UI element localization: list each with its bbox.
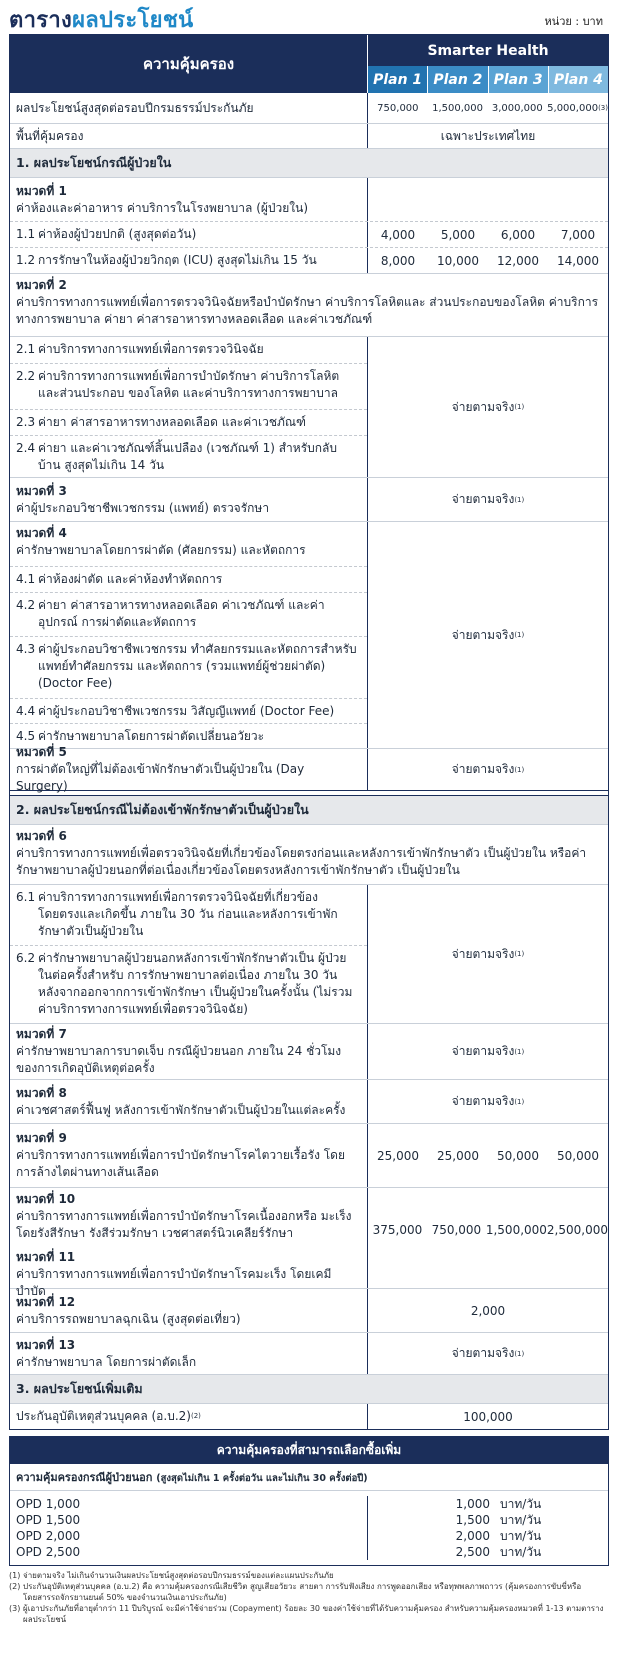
page-title <box>9 2 193 37</box>
cat1-title: หมวดที่ 1 <box>16 183 67 198</box>
cat7-note: (1) <box>514 1047 525 1056</box>
item-4-3 <box>10 636 367 698</box>
cat3-desc: ค่าผู้ประกอบวิชาชีพเวชกรรม (แพทย์) ตรวจรักษา <box>16 500 270 515</box>
cat5-note: (1) <box>514 765 525 774</box>
cat5-row <box>10 745 608 793</box>
item-6-1-num: 6.1 <box>16 890 36 904</box>
cat5-title: หมวดที่ 5 <box>16 745 67 759</box>
item-4-4-num: 4.4 <box>16 704 36 718</box>
item-2-3-text: ค่ายา ค่าสารอาหารทางหลอดเลือด และค่าเวชภัณฑ์ <box>38 415 306 429</box>
plan-2-header: Plan 2 <box>427 66 487 93</box>
item-6-2-text: ค่ารักษาพยาบาลผู้ป่วยนอกหลังการเข้าพักรักษาตัวเป็น ผู้ป่วยในต่อครั้งสำหรับ การรักษาพยาบาลต่อเนื่อง ภายใน 30 วัน หลังจากออกจากการเข้าพักรักษา เป็นผู้ป่วยในครั้งนั้น (ไม่รวมค่าบริการทางการแพทย์เพื่อตรวจวินิจฉัย) <box>38 951 353 1016</box>
optional-sub-bold: ความคุ้มครองกรณีผู้ป่วยนอก <box>16 1471 153 1484</box>
optional-coverage <box>9 1436 609 1566</box>
item-2-4 <box>10 435 367 477</box>
footnote-2 <box>9 1581 609 1603</box>
footnote-2-text: ประกันอุบัติเหตุส่วนบุคคล (อ.บ.2) คือ ความคุ้มครองกรณีเสียชีวิต สูญเสียอวัยวะ สายตา การรับฟังเสียง การพูดออกเสียง หรือทุพพลภาพถาวร (คุ้มครองการขับขี่หรือโดยสารรถจักรยานยนต์ 50% ของจำนวนเงินเอาประกันภัย) <box>23 1582 582 1602</box>
item-6-2-num: 6.2 <box>16 951 36 965</box>
max-benefit-label: ผลประโยชน์สูงสุดต่อรอบปีกรมธรรม์ประกันภัย <box>10 93 368 123</box>
cat10-11-plan2: 750,000 <box>431 1223 482 1237</box>
cat8-note: (1) <box>514 1097 525 1106</box>
cat9-desc: ค่าบริการทางการแพทย์เพื่อการบำบัดรักษาโรคไตวายเรื้อรัง โดยการล้างไตผ่านทางเส้นเลือด <box>16 1148 346 1179</box>
benefit-table-page <box>9 0 609 1625</box>
table-header <box>10 35 608 93</box>
item-2-2-num: 2.2 <box>16 369 36 383</box>
plan-4-header: Plan 4 <box>548 66 608 93</box>
cat9-row <box>10 1123 608 1187</box>
cat12-row <box>10 1288 608 1332</box>
section2-title: 2. ผลประโยชน์กรณีไม่ต้องเข้าพักรักษาตัวเป็นผู้ป่วยใน <box>10 796 608 824</box>
footnote-3-num: (3) <box>9 1604 21 1613</box>
cat10-11-row <box>10 1187 608 1298</box>
cat6-title: หมวดที่ 6 <box>16 829 67 843</box>
cat8-value: จ่ายตามจริง <box>451 1094 515 1108</box>
cat9-title: หมวดที่ 9 <box>16 1131 67 1145</box>
section3-title: 3. ผลประโยชน์เพิ่มเติม <box>10 1374 608 1403</box>
footnote-1-text: จ่ายตามจริง ไม่เกินจำนวนเงินผลประโยชน์สูงสุดต่อรอบปีกรมธรรม์ของแต่ละแผนประกันภัย <box>23 1571 334 1580</box>
item-6-2 <box>10 945 367 1023</box>
cat2-header <box>10 273 608 336</box>
cat4-title: หมวดที่ 4 <box>16 526 67 540</box>
item-2-4-text: ค่ายา และค่าเวชภัณฑ์สิ้นเปลือง (เวชภัณฑ์ 1) สำหรับกลับบ้าน สูงสุดไม่เกิน 14 วัน <box>38 441 338 472</box>
max-benefit-plan4: 5,000,000 <box>547 102 599 114</box>
cat2-items-row <box>10 336 608 477</box>
cat9-plan3: 50,000 <box>497 1148 539 1163</box>
pa-row <box>10 1403 608 1429</box>
opd-amount-4: 2,500 <box>455 1545 490 1559</box>
area-row <box>10 123 608 148</box>
item-2-3 <box>10 409 367 435</box>
optional-sub-small: (สูงสุดไม่เกิน 1 ครั้งต่อวัน และไม่เกิน 30 ครั้งต่อปี) <box>156 1473 368 1484</box>
item-1-1-row <box>10 221 608 247</box>
cat2-value: จ่ายตามจริง <box>451 399 515 414</box>
item-4-2-num: 4.2 <box>16 598 36 612</box>
area-value: เฉพาะประเทศไทย <box>440 128 536 143</box>
section1-title: 1. ผลประโยชน์กรณีผู้ป่วยใน <box>10 148 608 177</box>
cat10-11-plan3: 1,500,000 <box>485 1223 547 1237</box>
cat11-desc: ค่าบริการทางการแพทย์เพื่อการบำบัดรักษาโรคมะเร็ง โดยเคมีบำบัด <box>16 1267 332 1298</box>
cat8-row <box>10 1079 608 1123</box>
cat3-value: จ่ายตามจริง <box>451 492 515 506</box>
item-2-4-num: 2.4 <box>16 441 36 455</box>
item-1-2-plan4: 14,000 <box>557 253 599 268</box>
cat3-row <box>10 477 608 521</box>
max-benefit-plan2: 1,500,000 <box>432 102 484 114</box>
cat2-note: (1) <box>514 403 525 411</box>
opd-option-2: OPD 1,500 <box>16 1513 81 1527</box>
area-label: พื้นที่คุ้มครอง <box>10 124 368 148</box>
cat4-value: จ่ายตามจริง <box>451 627 515 642</box>
item-4-2 <box>10 592 367 636</box>
brand-header: Smarter Health <box>368 35 608 66</box>
optional-title: ความคุ้มครองที่สามารถเลือกซื้อเพิ่ม <box>10 1437 608 1464</box>
item-4-4-text: ค่าผู้ประกอบวิชาชีพเวชกรรม วิสัญญีแพทย์ (Doctor Fee) <box>38 704 335 718</box>
item-1-1-plan4: 7,000 <box>560 227 596 242</box>
cat8-title: หมวดที่ 8 <box>16 1085 67 1100</box>
cat7-desc: ค่ารักษาพยาบาลการบาดเจ็บ กรณีผู้ป่วยนอก ภายใน 24 ชั่วโมง ของการเกิดอุบัติเหตุต่อครั้ง <box>16 1044 342 1075</box>
item-4-5-text: ค่ารักษาพยาบาลโดยการผ่าตัดเปลี่ยนอวัยวะ <box>38 729 265 743</box>
unit-label: หน่วย : บาท <box>544 15 603 28</box>
title-row <box>9 0 609 34</box>
pa-label: ประกันอุบัติเหตุส่วนบุคคล (อ.บ.2) <box>16 1409 191 1423</box>
opd-unit-1: บาท/วัน <box>500 1497 542 1511</box>
cat13-note: (1) <box>514 1349 525 1358</box>
cat4-note: (1) <box>514 631 525 639</box>
title-part1: ตาราง <box>9 8 73 33</box>
item-2-3-num: 2.3 <box>16 415 36 429</box>
cat12-desc: ค่าบริการรถพยาบาลฉุกเฉิน (สูงสุดต่อเที่ยว) <box>16 1311 241 1326</box>
cat7-title: หมวดที่ 7 <box>16 1027 67 1041</box>
item-4-3-text: ค่าผู้ประกอบวิชาชีพเวชกรรม ทำศัลยกรรมและหัตถการสำหรับ แพทย์ทำศัลยกรรม และหัตถการ (รวมแพทย์ผู้ช่วยผ่าตัด) (Doctor Fee) <box>38 642 357 690</box>
cat13-value: จ่ายตามจริง <box>451 1346 515 1360</box>
max-benefit-row <box>10 93 608 123</box>
cat1-row <box>10 177 608 221</box>
item-4-1-text: ค่าห้องผ่าตัด และค่าห้องทำหัตถการ <box>38 572 223 586</box>
benefit-table-bottom <box>9 795 609 1430</box>
item-6-1-text: ค่าบริการทางการแพทย์เพื่อการตรวจวินิจฉัยที่เกี่ยวข้อง โดยตรงและเกิดขึ้น ภายใน 30 วัน ก่อนและหลังการเข้าพัก รักษาตัวเป็นผู้ป่วยใน <box>38 890 338 938</box>
pa-value: 100,000 <box>463 1409 513 1424</box>
item-4-2-text: ค่ายา ค่าสารอาหารทางหลอดเลือด ค่าเวชภัณฑ์ และค่าอุปกรณ์ การผ่าตัดและหัตถการ <box>38 598 325 629</box>
cat12-title: หมวดที่ 12 <box>16 1294 76 1309</box>
item-4-1 <box>10 566 367 592</box>
item-1-2-plan3: 12,000 <box>497 253 539 268</box>
item-4-4 <box>10 698 367 723</box>
cat12-value: 2,000 <box>470 1303 506 1318</box>
cat6-value: จ่ายตามจริง <box>451 946 515 961</box>
item-1-2-num: 1.2 <box>16 253 36 267</box>
cat6-note: (1) <box>514 950 525 958</box>
item-1-1-text: ค่าห้องผู้ป่วยปกติ (สูงสุดต่อวัน) <box>38 227 197 241</box>
cat13-title: หมวดที่ 13 <box>16 1337 76 1352</box>
item-2-1-num: 2.1 <box>16 342 36 356</box>
cat10-11-plan4: 2,500,000 <box>546 1223 608 1237</box>
max-benefit-plan3: 3,000,000 <box>491 102 543 114</box>
cat1-desc: ค่าห้องและค่าอาหาร ค่าบริการในโรงพยาบาล (ผู้ป่วยใน) <box>16 200 309 215</box>
item-1-2-plan1: 8,000 <box>380 253 416 268</box>
benefit-table-top <box>9 34 609 791</box>
cat10-11-plan1: 375,000 <box>372 1223 423 1237</box>
item-6-1 <box>10 885 367 945</box>
item-1-1-plan3: 6,000 <box>500 227 536 242</box>
opd-option-4: OPD 2,500 <box>16 1545 81 1559</box>
cat2-desc: ค่าบริการทางการแพทย์เพื่อการตรวจวินิจฉัยหรือบำบัดรักษา ค่าบริการโลหิตและ ส่วนประกอบของโลหิต ค่าบริการทางการพยาบาล ค่ายา ค่าสารอาหารทางหลอดเลือด และค่าเวชภัณฑ์ <box>16 295 599 326</box>
item-1-1-plan1: 4,000 <box>380 227 416 242</box>
cat8-desc: ค่าเวชศาสตร์ฟื้นฟู หลังการเข้าพักรักษาตัวเป็นผู้ป่วยในแต่ละครั้ง <box>16 1102 346 1117</box>
opd-unit-2: บาท/วัน <box>500 1513 542 1527</box>
item-1-2-text: การรักษาในห้องผู้ป่วยวิกฤต (ICU) สูงสุดไม่เกิน 15 วัน <box>38 253 317 267</box>
item-4-3-num: 4.3 <box>16 642 36 656</box>
item-1-1-num: 1.1 <box>16 227 36 241</box>
cat7-value: จ่ายตามจริง <box>451 1044 515 1058</box>
footnote-3 <box>9 1603 609 1625</box>
cat3-note: (1) <box>514 495 525 504</box>
max-benefit-note: (3) <box>598 104 608 112</box>
cat6-header <box>10 824 608 884</box>
plan-3-header: Plan 3 <box>488 66 548 93</box>
item-2-2-text: ค่าบริการทางการแพทย์เพื่อการบำบัดรักษา ค่าบริการโลหิต และส่วนประกอบ ของโลหิต และค่าบริการทางการพยาบาล <box>38 369 340 400</box>
footnote-1 <box>9 1570 609 1581</box>
cat13-row <box>10 1332 608 1374</box>
coverage-header: ความคุ้มครอง <box>10 35 368 93</box>
opd-unit-4: บาท/วัน <box>500 1545 542 1559</box>
title-part2: ผลประโยชน์ <box>72 8 194 33</box>
footnote-2-num: (2) <box>9 1582 21 1591</box>
cat4-desc: ค่ารักษาพยาบาลโดยการผ่าตัด (ศัลยกรรม) และหัตถการ <box>16 543 306 557</box>
optional-subtitle <box>10 1464 608 1491</box>
cat6-desc: ค่าบริการทางการแพทย์เพื่อตรวจวินิจฉัยที่เกี่ยวข้องโดยตรงก่อนและหลังการเข้าพักรักษาตัว เป็นผู้ป่วยใน หรือค่ารักษาพยาบาลผู้ป่วยนอกที่ต่อเนื่องเกี่ยวข้องโดยตรงหลังการเข้าพักรักษาตัว เป็นผู้ป่วยใน <box>16 846 587 877</box>
opd-option-1: OPD 1,000 <box>16 1497 81 1511</box>
item-1-2-row <box>10 247 608 273</box>
cat11-title: หมวดที่ 11 <box>16 1250 76 1264</box>
footnote-1-num: (1) <box>9 1571 21 1580</box>
cat13-desc: ค่ารักษาพยาบาล โดยการผ่าตัดเล็ก <box>16 1354 197 1369</box>
item-2-2 <box>10 363 367 409</box>
footnotes <box>9 1570 609 1625</box>
cat5-desc: การผ่าตัดใหญ่ที่ไม่ต้องเข้าพักรักษาตัวเป็นผู้ป่วยใน (Day Surgery) <box>16 762 305 793</box>
cat3-title: หมวดที่ 3 <box>16 483 67 498</box>
cat9-plan4: 50,000 <box>557 1148 599 1163</box>
cat6-items-row <box>10 884 608 1023</box>
item-4-5-num: 4.5 <box>16 729 36 743</box>
opd-unit-3: บาท/วัน <box>500 1529 542 1543</box>
cat9-plan2: 25,000 <box>437 1148 479 1163</box>
cat4-row <box>10 521 608 748</box>
cat2-title: หมวดที่ 2 <box>16 278 67 292</box>
cat10-desc: ค่าบริการทางการแพทย์เพื่อการบำบัดรักษาโรคเนื้องอกหรือ มะเร็ง โดยรังสีรักษา รังสีร่วมรักษา เวชศาสตร์นิวเคลียร์รักษา <box>16 1209 352 1240</box>
opd-amount-3: 2,000 <box>455 1529 490 1543</box>
cat9-plan1: 25,000 <box>377 1148 419 1163</box>
plan-1-header: Plan 1 <box>368 66 427 93</box>
cat10-title: หมวดที่ 10 <box>16 1192 76 1206</box>
item-4-1-num: 4.1 <box>16 572 36 586</box>
max-benefit-plan1: 750,000 <box>377 102 419 114</box>
cat5-value: จ่ายตามจริง <box>451 762 515 776</box>
opd-option-3: OPD 2,000 <box>16 1529 81 1543</box>
cat7-row <box>10 1023 608 1079</box>
opd-amount-2: 1,500 <box>455 1513 490 1527</box>
footnote-3-text: ผู้เอาประกันภัยที่อายุต่ำกว่า 11 ปีบริบูรณ์ จะมีค่าใช้จ่ายร่วม (Copayment) ร้อยละ 30 ของค่าใช้จ่ายที่ได้รับความคุ้มครอง สำหรับความคุ้มครองหมวดที่ 1-13 ตามตารางผลประโยชน์ <box>23 1604 604 1624</box>
opd-amount-1: 1,000 <box>455 1497 490 1511</box>
item-1-1-plan2: 5,000 <box>440 227 476 242</box>
pa-note: (2) <box>190 1412 201 1420</box>
item-2-1-text: ค่าบริการทางการแพทย์เพื่อการตรวจวินิจฉัย <box>38 342 264 356</box>
item-2-1 <box>10 337 367 363</box>
item-1-2-plan2: 10,000 <box>437 253 479 268</box>
